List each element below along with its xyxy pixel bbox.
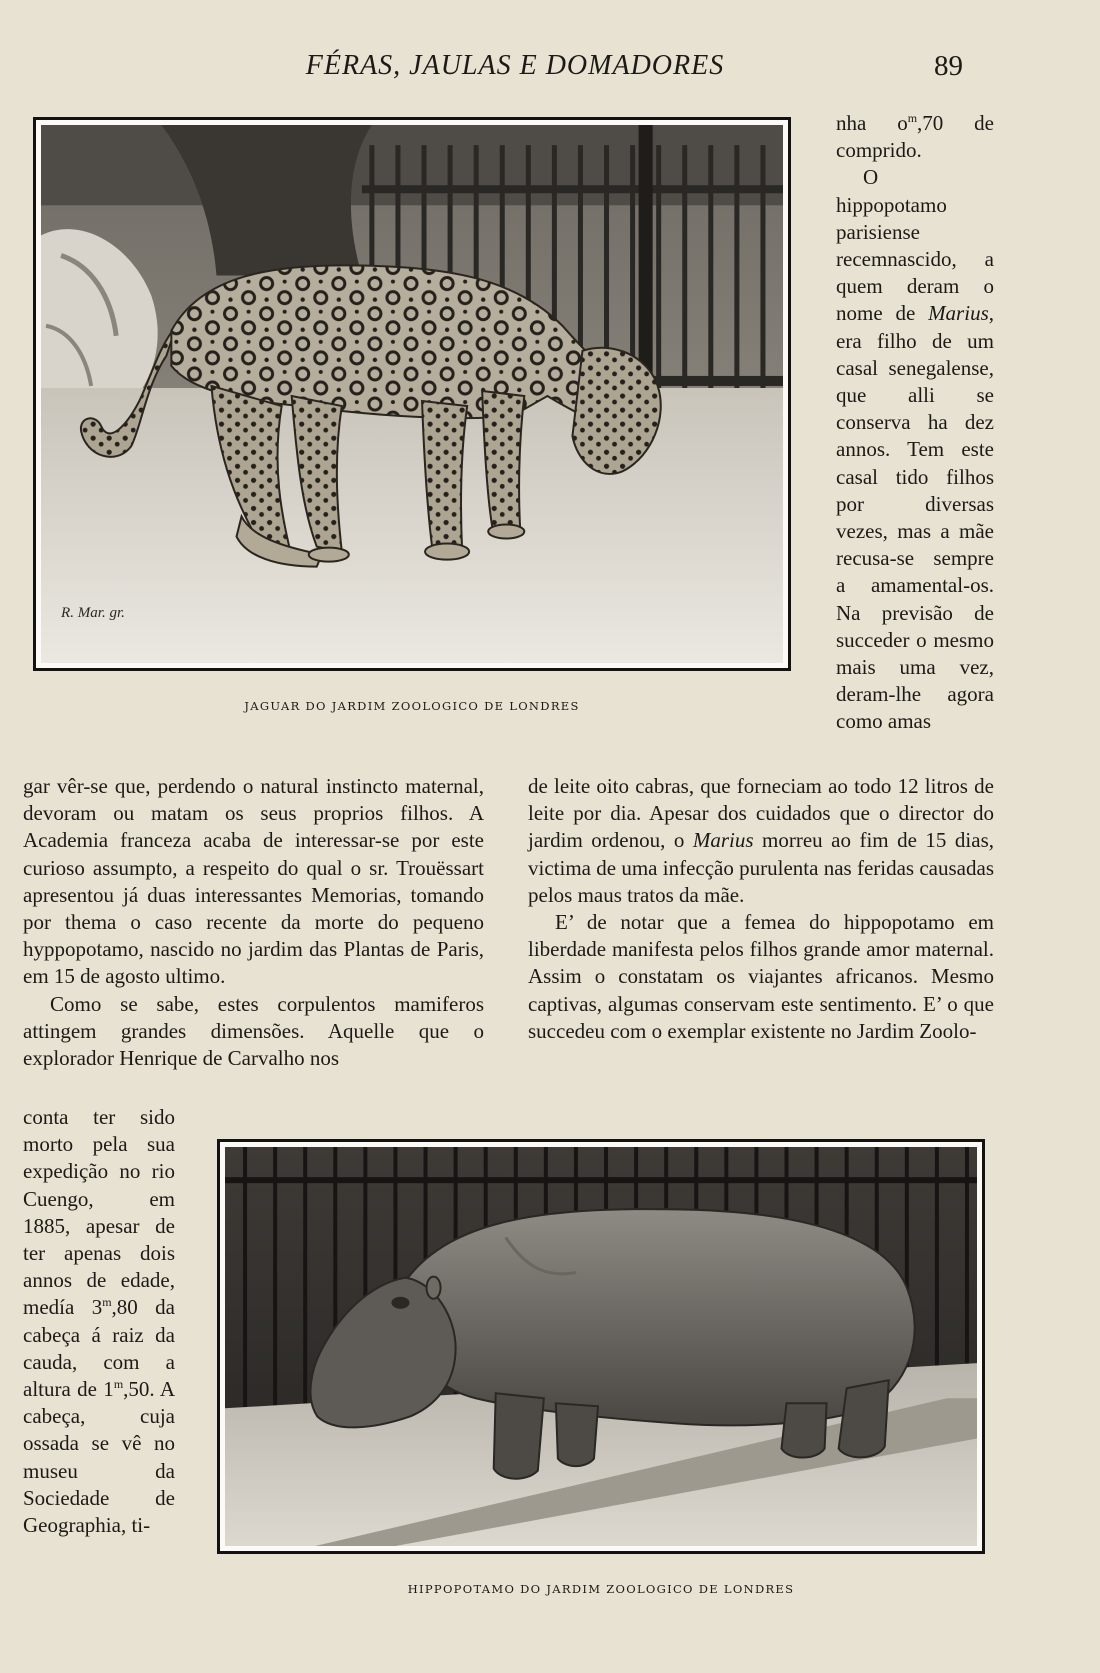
paragraph: gar vêr-se que, perdendo o natural instincto maternal, devoram ou matam os seus proprios filhos. A Academia franceza acaba de interessar-se por este curioso assumpto, a respeito do qual o sr. Trouëssart apresentou já duas interessantes Memorias, tomando por thema o caso recente da morte do pequeno hyppopotamo, nascido no jardim das Plantas de Paris, em 15 de agosto ultimo. [23,774,484,989]
engraver-signature: R. Mar. gr. [61,604,125,621]
text-column-left [23,773,484,1072]
text-column-left-narrow [23,1104,175,1539]
jaguar-photograph [33,117,791,671]
hippopotamus-photograph [217,1139,985,1554]
paragraph: conta ter sido morto pela sua expedição no rio Cuengo, em 1885, apesar de ter apenas dois annos de edade, medía 3$^m$,80 da cabeça á raiz da cauda, com a altura de 1$^m$,50. A cabeça, cuja ossada se vê no museu da Sociedade de Geographia, ti- [23,1105,176,1538]
running-head: FÉRAS, JAULAS E DOMADORES [305,50,725,81]
hippopotamus-image [225,1147,977,1546]
paragraph: de leite oito cabras, que forneciam ao todo 12 litros de leite por dia. Apesar dos cuidados que o director do jardim ordenou, o Marius morreu ao fim de 15 dias, victima de uma infecção purulenta nas feridas causadas pelos maus tratos da mãe. [528,774,994,907]
paragraph: Como se sabe, estes corpulentos mamiferos attingem grandes dimensões. Aquelle que o explorador Henrique de Carvalho nos [23,991,484,1071]
paragraph: O hippopotamo parisiense recemnascido, a quem deram o nome de Marius, era filho de um casal senegalense, que alli se conserva ha dez annos. Tem este casal tido filhos por diversas vezes, mas a mãe recusa-se sempre a amamental-os. Na previsão de succeder o mesmo mais uma vez, deram-lhe agora como amas [836,165,994,734]
jaguar-caption: JAGUAR DO JARDIM ZOOLOGICO DE LONDRES [244,699,580,713]
paragraph: nha $o^m,70$ de comprido. [836,111,994,163]
hippopotamus-caption: HIPPOPOTAMO DO JARDIM ZOOLOGICO DE LONDRES [407,1582,795,1596]
paragraph: E’ de notar que a femea do hippopotamo em liberdade manifesta pelos filhos grande amor maternal. Assim o constatam os viajantes africanos. Mesmo captivas, algumas conservam este sentimento. E’ o que succedeu com o exemplar existente no Jardim Zoolo- [528,910,994,1043]
text-column-right-narrow [836,110,994,736]
text-column-right [528,773,994,1045]
page-number: 89 [934,50,963,82]
jaguar-image [41,125,783,663]
